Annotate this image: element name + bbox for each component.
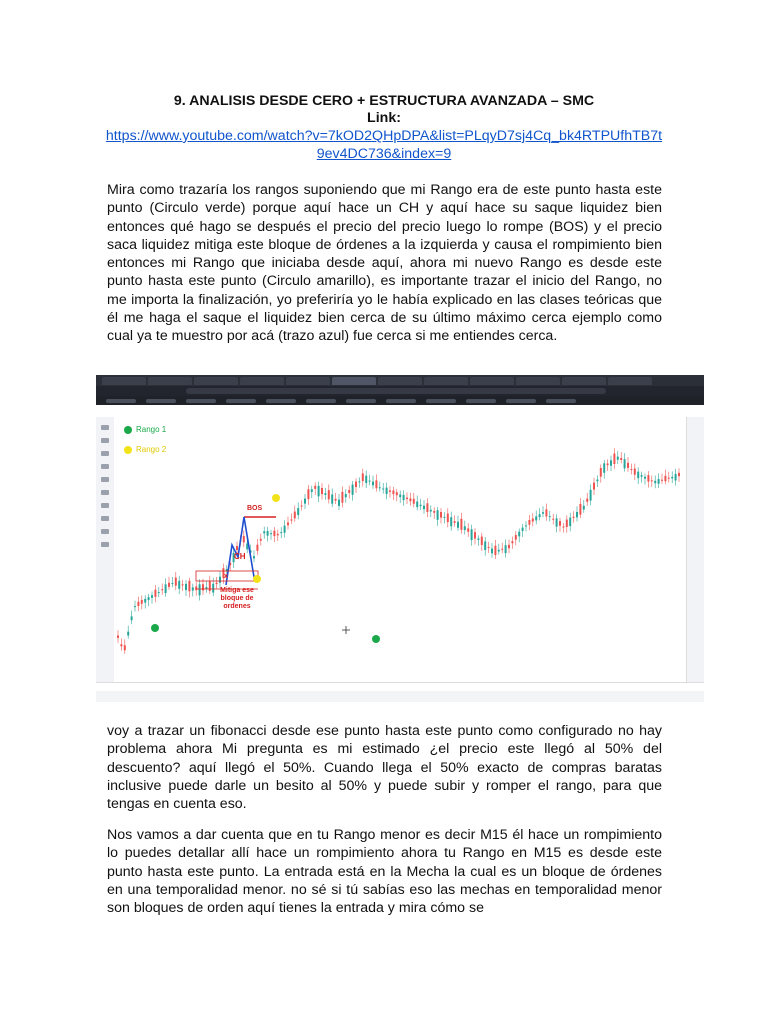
candle-body — [348, 490, 350, 493]
candle-body — [671, 477, 673, 479]
candle-body — [474, 532, 476, 538]
candle-body — [416, 501, 418, 507]
candle-body — [256, 545, 258, 551]
candle-body — [488, 547, 490, 548]
candle-body — [294, 512, 296, 519]
chart-area — [114, 417, 686, 682]
candle-body — [362, 473, 364, 481]
candle-body — [664, 476, 666, 481]
candle-body — [338, 500, 340, 506]
candle-body — [148, 597, 150, 600]
legend-label: Rango 2 — [136, 445, 167, 454]
candle-body — [549, 516, 551, 517]
candle-body — [566, 520, 568, 527]
mitigation-label — [214, 587, 260, 611]
candle-body — [532, 519, 534, 522]
candle-body — [365, 476, 367, 483]
candle-body — [586, 499, 588, 502]
candle-body — [477, 538, 479, 539]
candle-body — [654, 481, 656, 483]
bookmark — [346, 399, 376, 403]
candle-body — [195, 586, 197, 590]
candle-body — [457, 522, 459, 528]
candle-body — [267, 531, 269, 536]
candle-body — [447, 514, 449, 523]
candle-body — [450, 517, 452, 526]
candle-body — [522, 528, 524, 531]
bookmark — [466, 399, 496, 403]
paragraph-2: voy a trazar un fibonacci desde ese punto hasta este punto como configurado no hay problema ahora Mi pregunta es mi estimado ¿el precio este llegó al 50% del descuento? aquí llegó el 50%. Cuando llega el 50% exacto de compras baratas inclusive puede darle un besito al 50% y puede subir y romper el rango, para que tengas en cuenta eso. — [107, 723, 662, 813]
candle-body — [545, 509, 547, 516]
candle-body — [583, 506, 585, 510]
tool-icon — [101, 516, 109, 521]
candle-body — [409, 498, 411, 501]
candle-body — [396, 492, 398, 495]
candle-body — [491, 549, 493, 554]
mitigation-line-3: ordenes — [223, 603, 251, 610]
bottom-panel — [96, 691, 704, 702]
candle-body — [270, 533, 272, 534]
bookmark — [386, 399, 416, 403]
candle-body — [324, 493, 326, 495]
candle-body — [630, 469, 632, 470]
candle-body — [437, 510, 439, 520]
paragraph-1: Mira como trazaría los rangos suponiendo que mi Rango era de este punto hasta este punto (Circulo verde) porque aquí hace un CH y aquí hace su saque liquidez bien entonces qué hago se después el precio del precio luego lo rompe (BOS) y el precio saca liquidez mitiga este bloque de órdenes a la izquierda y causa el rompimiento bien entonces mi Rango que iniciaba desde aquí, ahora mi nuevo Rango es desde este punto hasta este punto (Circulo amarillo), es importante trazar el inicio del Rango, no me importa la finalización, yo preferiría yo le había explicado en las clases teóricas que él me haga el saque el liquidez bien cerca de su último máximo cerca ejemplo como cual ya te muestro por acá (trazo azul) fue cerca si me entiendes cerca. — [107, 182, 662, 345]
candle-body — [328, 490, 330, 499]
candle-body — [154, 590, 156, 597]
candle-body — [494, 546, 496, 555]
candle-body — [647, 475, 649, 482]
candle-body — [539, 514, 541, 517]
mitigation-line-2: bloque de — [220, 595, 254, 602]
candle-body — [307, 489, 309, 499]
candle-body — [420, 505, 422, 506]
candle-body — [375, 480, 377, 488]
candle-body — [399, 494, 401, 497]
bookmark — [426, 399, 456, 403]
candle-body — [484, 541, 486, 550]
candle-body — [314, 486, 316, 489]
candle-body — [304, 499, 306, 504]
candle-body — [311, 489, 313, 492]
browser-tab — [562, 377, 606, 385]
candle-body — [559, 521, 561, 526]
address-input — [186, 388, 606, 394]
candle-body — [641, 475, 643, 477]
candle-body — [175, 578, 177, 586]
candle-body — [426, 503, 428, 512]
browser-tab — [608, 377, 652, 385]
candle-body — [498, 550, 500, 552]
candle-body — [460, 519, 462, 530]
candle-body — [358, 481, 360, 482]
candle-body — [287, 522, 289, 525]
candle-body — [120, 644, 122, 646]
candle-body — [277, 534, 279, 535]
mitigation-line-1: Mitiga ese — [220, 587, 254, 594]
browser-tab — [240, 377, 284, 385]
candle-body — [335, 499, 337, 501]
candle-body — [182, 584, 184, 585]
yellow-circle-bottom — [253, 575, 261, 583]
candle-body — [508, 545, 510, 548]
browser-tab — [194, 377, 238, 385]
candle-body — [185, 584, 187, 590]
legend-rango-1 — [124, 425, 166, 434]
candle-body — [216, 583, 218, 584]
green-circle-end — [372, 635, 380, 643]
candle-body — [562, 527, 564, 528]
link-label: Link: — [367, 110, 401, 126]
bookmark — [226, 399, 256, 403]
candle-body — [552, 519, 554, 520]
candle-body — [511, 541, 513, 543]
candle-body — [161, 589, 163, 590]
candle-body — [199, 584, 201, 595]
candle-body — [603, 463, 605, 472]
youtube-link[interactable]: https://www.youtube.com/watch?v=7kOD2QHpDPA&list=PLqyD7sj4Cq_bk4RTPUfhTB7t9ev4DC736&index=9 — [105, 128, 663, 162]
candle-body — [127, 632, 129, 636]
candle-body — [158, 592, 160, 593]
tool-icon — [101, 477, 109, 482]
candle-body — [668, 478, 670, 479]
candle-body — [644, 477, 646, 479]
bookmark — [266, 399, 296, 403]
candle-body — [318, 486, 320, 497]
candle-body — [124, 645, 126, 650]
green-circle-start — [151, 624, 159, 632]
yellow-circle-top — [272, 494, 280, 502]
candle-body — [379, 487, 381, 488]
yellow-circle-icon — [124, 446, 132, 454]
bookmark — [186, 399, 216, 403]
candle-body — [392, 490, 394, 494]
candle-body — [372, 482, 374, 486]
tool-icon — [101, 451, 109, 456]
candle-body — [600, 468, 602, 477]
candle-body — [637, 472, 639, 479]
candle-body — [501, 549, 503, 550]
candle-body — [634, 469, 636, 475]
candle-body — [596, 480, 598, 482]
candle-body — [590, 490, 592, 501]
candle-body — [141, 600, 143, 604]
candle-body — [620, 458, 622, 460]
candle-body — [131, 616, 133, 620]
candle-body — [525, 525, 527, 526]
candle-body — [542, 512, 544, 514]
tool-icon — [101, 529, 109, 534]
browser-tab — [424, 377, 468, 385]
browser-tab — [102, 377, 146, 385]
candle-body — [202, 584, 204, 590]
legend-rango-2 — [124, 445, 166, 454]
browser-tab — [286, 377, 330, 385]
candle-body — [341, 492, 343, 503]
candle-body — [243, 536, 245, 542]
candle-body — [219, 577, 221, 583]
browser-tab — [378, 377, 422, 385]
tool-icon — [101, 425, 109, 430]
candle-body — [260, 539, 262, 541]
tool-icon — [101, 464, 109, 469]
candle-body — [467, 528, 469, 531]
candle-body — [168, 583, 170, 587]
candle-body — [576, 512, 578, 517]
candle-body — [505, 545, 507, 553]
candle-body — [593, 483, 595, 490]
candle-body — [464, 526, 466, 530]
candle-body — [321, 488, 323, 494]
candle-body — [386, 488, 388, 494]
candle-body — [352, 485, 354, 495]
candle-body — [430, 510, 432, 512]
bookmarks-bar — [96, 396, 704, 405]
bos-label: BOS — [247, 505, 263, 512]
paragraph-3: Nos vamos a dar cuenta que en tu Rango menor es decir M15 él hace un rompimiento lo puedes detallar allí hace un rompimiento ahora tu Rango en M15 es desde este punto hasta este punto. La entrada está en la Mecha la cual es un bloque de órdenes en una temporalidad menor. no sé si tú sabías eso las mechas en temporalidad menor son bloques de orden aquí tienes la entrada y mira cómo se — [107, 827, 662, 917]
candle-body — [406, 498, 408, 499]
candle-body — [117, 636, 119, 638]
candle-body — [454, 521, 456, 523]
candle-body — [369, 481, 371, 482]
candle-body — [389, 490, 391, 491]
tool-icon — [101, 438, 109, 443]
browser-tab — [470, 377, 514, 385]
green-circle-icon — [124, 426, 132, 434]
browser-tab — [148, 377, 192, 385]
browser-tab — [516, 377, 560, 385]
tool-icon — [101, 503, 109, 508]
candle-body — [284, 526, 286, 533]
candle-body — [134, 606, 136, 607]
candle-body — [651, 480, 653, 481]
drawing-tools-panel — [96, 417, 115, 682]
candle-body — [188, 581, 190, 592]
candle-body — [263, 531, 265, 533]
candle-body — [610, 460, 612, 465]
candle-body — [535, 516, 537, 520]
bookmark — [546, 399, 576, 403]
candle-body — [236, 546, 238, 550]
candle-body — [607, 464, 609, 466]
candle-body — [280, 532, 282, 533]
candle-body — [273, 531, 275, 536]
bookmark — [146, 399, 176, 403]
candle-body — [515, 535, 517, 540]
candle-body — [678, 473, 680, 476]
legend-label: Rango 1 — [136, 425, 167, 434]
tool-icon — [101, 490, 109, 495]
candle-body — [675, 474, 677, 481]
candle-body — [413, 499, 415, 504]
candle-body — [579, 504, 581, 515]
candle-body — [658, 479, 660, 484]
bookmark — [506, 399, 536, 403]
candle-body — [661, 480, 663, 481]
candle-body — [290, 519, 292, 520]
candle-body — [137, 602, 139, 606]
candle-body — [471, 529, 473, 540]
candle-body — [171, 583, 173, 584]
candle-body — [382, 488, 384, 489]
candle-body — [569, 518, 571, 526]
candle-body — [617, 457, 619, 460]
candle-body — [443, 517, 445, 518]
candle-body — [573, 517, 575, 518]
candlestick-chart — [114, 417, 686, 682]
candle-body — [528, 520, 530, 525]
candle-body — [144, 599, 146, 603]
x-mark: x — [224, 573, 228, 580]
candle-body — [433, 511, 435, 513]
ch-label: CH — [234, 552, 246, 561]
structure-line — [226, 517, 254, 585]
candle-body — [178, 581, 180, 589]
document-heading: 9. ANALISIS DESDE CERO + ESTRUCTURA AVANZADA – SMC — [173, 93, 595, 109]
candle-body — [151, 595, 153, 598]
bookmark — [106, 399, 136, 403]
candle-body — [331, 494, 333, 503]
candle-body — [165, 584, 167, 593]
candle-body — [556, 518, 558, 526]
candle-body — [423, 506, 425, 509]
price-scale — [686, 417, 704, 682]
candle-body — [301, 506, 303, 507]
candle-body — [481, 537, 483, 545]
candle-body — [627, 463, 629, 468]
tool-icon — [101, 542, 109, 547]
candle-body — [518, 532, 520, 537]
candle-body — [209, 582, 211, 591]
candle-body — [253, 556, 255, 558]
browser-tab-active — [332, 377, 376, 385]
candle-body — [192, 587, 194, 590]
candle-body — [355, 482, 357, 488]
bookmark — [306, 399, 336, 403]
candle-body — [297, 508, 299, 515]
candle-body — [440, 512, 442, 518]
candle-body — [613, 454, 615, 464]
candle-body — [624, 459, 626, 468]
candle-body — [345, 494, 347, 497]
browser-tab-bar — [96, 375, 704, 386]
candle-body — [403, 495, 405, 500]
trading-screenshot — [96, 375, 704, 702]
